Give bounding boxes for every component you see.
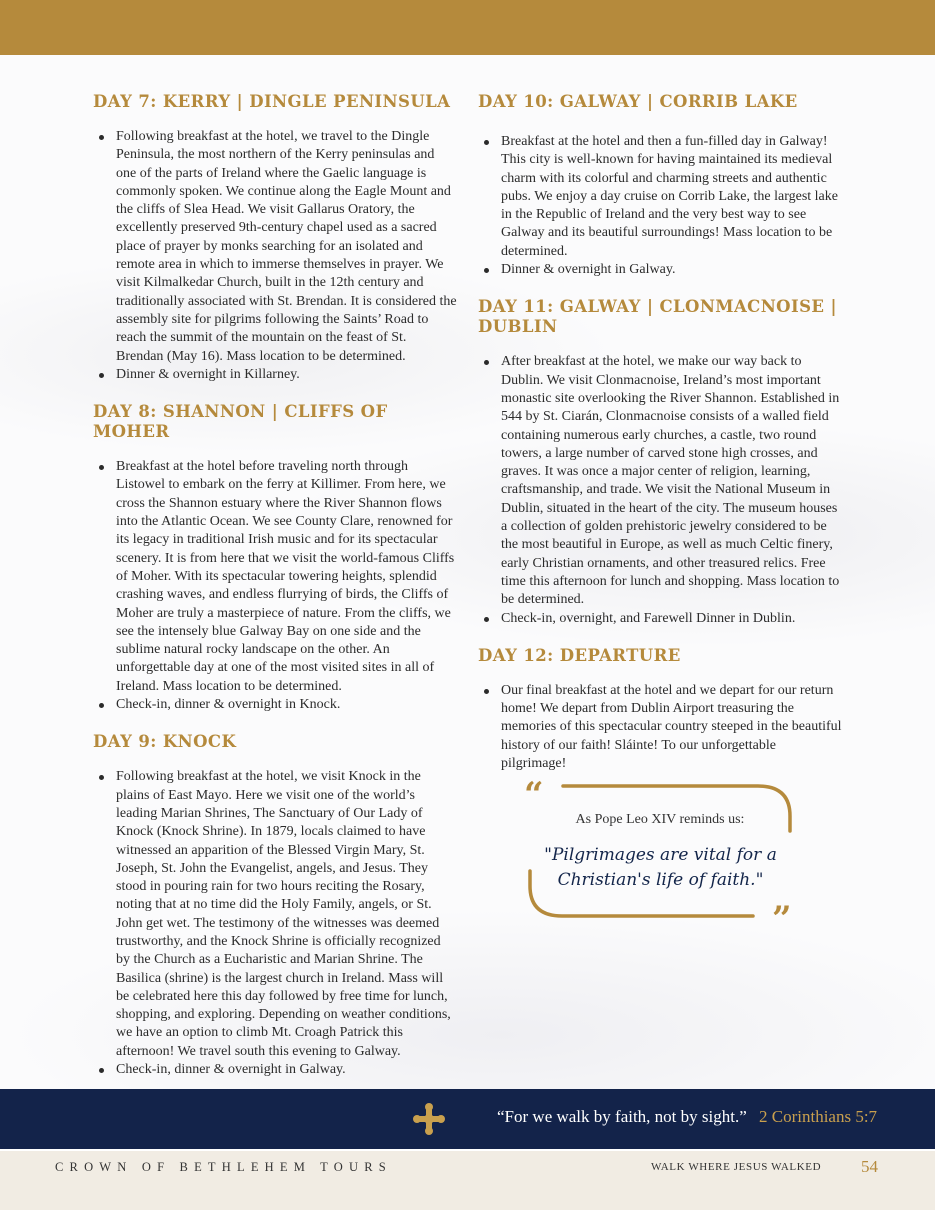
day-bullet-list (478, 133, 842, 279)
list-item: Check-in, dinner & overnight in Knock. (93, 696, 457, 714)
day-heading: DAY 9: KNOCK (93, 732, 237, 752)
cross-icon (412, 1102, 446, 1136)
top-gold-bar (0, 0, 935, 55)
day-bullet-list (93, 768, 457, 1079)
list-item: Check-in, overnight, and Farewell Dinner in Dublin. (478, 610, 842, 628)
pull-quote (478, 775, 842, 939)
day-section (478, 92, 842, 279)
day-bullet-list (478, 682, 842, 773)
quote-intro: As Pope Leo XIV reminds us: (575, 812, 745, 827)
list-item: Following breakfast at the hotel, we visit Knock in the plains of East Mayo. Here we visit one of the world’s leading Marian Shrines, The Sanctuary of Our Lady of Knock (Knock Shrine). In 1879, locals claimed to have witnessed an apparition of the Blessed Virgin Mary, St. Joseph, St. John the Evangelist, angels, and Jesus. They stood in pouring rain for two hours reciting the Rosary, noting that at no time did the Holy Family, angels, or St. John get wet. The testimony of the witnesses was deemed trustworthy, and the Knock Shrine is officially recognized by the Church as a Eucharistic and Marian Shrine. The Basilica (shrine) is the largest church in Ireland. Mass will be celebrated here this day followed by free time for lunch, shopping, and exploring. Depending on weather conditions, we have an option to climb Mt. Croagh Patrick this afternoon! We travel south this evening to Galway. (93, 768, 457, 1061)
verse-band (0, 1089, 935, 1149)
verse-reference: 2 Corinthians 5:7 (759, 1107, 878, 1126)
list-item: Dinner & overnight in Galway. (478, 261, 842, 279)
close-quote-icon: ” (772, 899, 792, 939)
page-footer (0, 1151, 935, 1210)
footer-tagline: WALK WHERE JESUS WALKED (651, 1161, 822, 1173)
list-item: Breakfast at the hotel before traveling north through Listowel to embark on the ferry at Killimer. From here, we cross the Shannon estuary where the River Shannon flows into the Atlantic Ocean. We see County Clare, renowned for its legacy in traditional Irish music and for its spectacular scenery. It is from here that we visit the world-famous Cliffs of Moher. With its spectacular towering heights, splendid crashing waves, and endless flurrying of birds, the Cliffs of Moher are truly a masterpiece of nature. From the cliffs, we see the intensely blue Galway Bay on one side and the sublime natural rocky landscape on the other. An unforgettable day at one of the most visited sites in all of Ireland. Mass location to be determined. (93, 458, 457, 696)
open-quote-icon: “ (524, 775, 544, 815)
day-heading: DAY 10: GALWAY | CORRIB LAKE (478, 92, 798, 111)
brand-name: CROWN OF BETHLEHEM TOURS (55, 1160, 392, 1174)
day-bullet-list (93, 128, 457, 384)
list-item: Check-in, dinner & overnight in Galway. (93, 1061, 457, 1079)
list-item: Breakfast at the hotel and then a fun-filled day in Galway! This city is well-known for having maintained its medieval charm with its colorful and charming streets and authentic pubs. We enjoy a day cruise on Corrib Lake, the largest lake in the Republic of Ireland and the very best way to see Galway and its beautiful surroundings! Mass location to be determined. (478, 133, 842, 261)
list-item: Dinner & overnight in Killarney. (93, 366, 457, 384)
right-column (478, 92, 842, 791)
day-section (93, 732, 457, 1079)
page-number: 54 (861, 1157, 878, 1176)
day-bullet-list (93, 458, 457, 714)
quote-text: "Pilgrimages are vital for a Christian's life of faith." (544, 845, 777, 890)
day-heading: DAY 11: GALWAY | CLONMACNOISE | DUBLIN (478, 297, 837, 337)
day-heading: DAY 7: KERRY | DINGLE PENINSULA (93, 92, 451, 111)
left-column (93, 92, 457, 1097)
day-section (478, 646, 842, 773)
day-section (93, 402, 457, 714)
day-section (93, 92, 457, 384)
day-section (478, 297, 842, 627)
list-item: Our final breakfast at the hotel and we depart for our return home! We depart from Dublin Airport treasuring the memories of this spectacular country steeped in the beautiful history of our faith! Sláinte! To our unforgettable pilgrimage! (478, 682, 842, 773)
day-heading: DAY 12: DEPARTURE (478, 645, 681, 665)
verse-text: “For we walk by faith, not by sight.” (497, 1107, 747, 1126)
list-item: Following breakfast at the hotel, we travel to the Dingle Peninsula, the most northern of the Kerry peninsulas and one of the parts of Ireland where the Gaelic language is commonly spoken. We continue along the Eagle Mount and the cliffs of Slea Head. We visit Gallarus Oratory, the excellently preserved 9th-century chapel used as a sacred place of prayer by monks searching for an isolated and remote area in which to immerse themselves in prayer. We visit Kilmalkedar Church, built in the 12th century and traditionally associated with St. Brendan. It is considered the assembly site for pilgrims following the Saints’ Road to reach the summit of the mountain on the feast of St. Brendan (May 16). Mass location to be determined. (93, 128, 457, 366)
list-item: After breakfast at the hotel, we make our way back to Dublin. We visit Clonmacnoise, Ireland’s most important monastic site overlooking the River Shannon. Established in 544 by St. Ciarán, Clonmacnoise consists of a walled field containing numerous early churches, a castle, two round towers, a large number of carved stone high crosses, and graves. It was once a major center of religion, learning, craftsmanship, and trade. We visit the National Museum in Dublin, situated in the heart of the city. The museum houses a collection of golden prehistoric jewelry considered to be the most beautiful in Europe, as well as much Celtic finery, early Christian ornaments, and other treasured relics. Free time this afternoon for lunch and shopping. Mass location to be determined. (478, 353, 842, 609)
day-heading: DAY 8: SHANNON | CLIFFS OF MOHER (93, 402, 388, 442)
day-bullet-list (478, 353, 842, 627)
